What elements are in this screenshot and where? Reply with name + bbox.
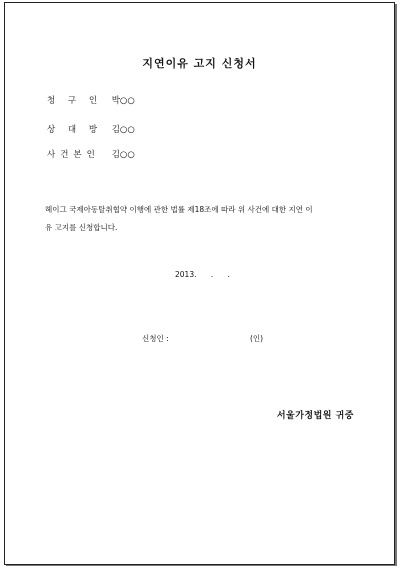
party-label: 상 대 방 [47, 125, 103, 135]
document-page [4, 2, 395, 565]
date-line: 2013. . . [175, 270, 230, 279]
party-value: 김○○ [111, 150, 135, 160]
party-label: 청 구 인 [47, 96, 103, 106]
body-line: 유 고지를 신청합니다. [45, 223, 118, 232]
body-text [45, 201, 365, 237]
party-value: 김○○ [111, 125, 135, 135]
body-line: 헤이그 국제아동탈취협약 이행에 관한 법률 제18조에 따라 위 사건에 대한 지연 이 [45, 205, 313, 214]
document-title: 지연이유 고지 신청서 [142, 57, 257, 70]
court-name: 서울가정법원 귀중 [276, 411, 354, 421]
party-label: 사건본인 [47, 150, 100, 160]
party-row-respondent [47, 123, 135, 135]
party-row-subject [47, 148, 135, 160]
applicant-line [142, 333, 264, 344]
seal-mark: (인) [250, 334, 264, 343]
party-value: 박○○ [111, 96, 135, 106]
party-row-claimant [47, 94, 135, 106]
applicant-label: 신청인 : [142, 334, 169, 343]
